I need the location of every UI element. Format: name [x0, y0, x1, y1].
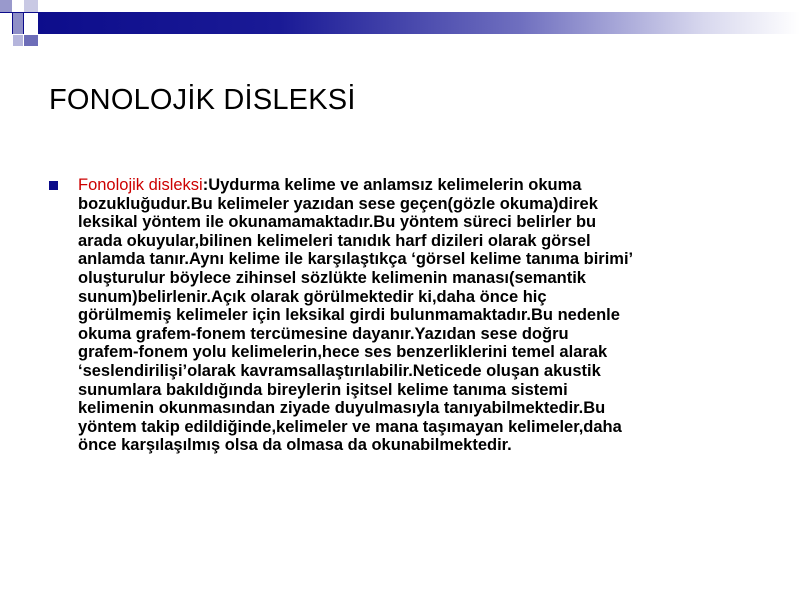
text-line: grafem-fonem yolu kelimelerin,hece ses benzerliklerini temel alarak	[78, 343, 608, 362]
bullet-item	[49, 176, 754, 455]
decor-square	[24, 13, 38, 34]
text-line: oluşturulur böylece zihinsel sözlükte kelimenin manası(semantik	[78, 268, 586, 287]
top-banner	[0, 12, 800, 34]
slide-title: FONOLOJİK DİSLEKSİ	[49, 84, 356, 116]
text-line: leksikal yöntem ile okunamamaktadır.Bu yöntem süreci belirler bu	[78, 213, 597, 232]
decor-square	[0, 13, 12, 34]
text-line: ‘seslendirilişi’olarak kavramsallaştırılabilir.Neticede oluşan akustik	[78, 361, 601, 380]
decor-square	[13, 0, 23, 11]
decor-square	[0, 0, 12, 12]
bullet-paragraph	[78, 176, 754, 455]
decor-square	[24, 35, 38, 46]
term-separator: :	[202, 176, 209, 194]
text-line-content: Uydurma kelime ve anlamsız kelimelerin okuma	[208, 176, 582, 194]
text-line: yöntem takip edildiğinde,kelimeler ve mana taşımayan kelimeler,daha	[78, 417, 622, 436]
text-line: sunum)belirlenir.Açık olarak görülmektedir ki,daha önce hiç	[78, 287, 547, 306]
decor-square	[24, 0, 38, 12]
decor-square	[13, 35, 23, 46]
square-bullet-icon	[49, 181, 58, 190]
text-line: kelimenin okunmasından ziyade duyulmasıyla tanıyabilmektedir.Bu	[78, 399, 606, 418]
text-line: sunumlara bakıldığında bireylerin işitsel kelime tanıma sistemi	[78, 380, 568, 399]
text-line: okuma grafem-fonem tercümesine dayanır.Yazıdan sese doğru	[78, 324, 569, 343]
text-line: görülmemiş kelimeler için leksikal girdi bulunmamaktadır.Bu nedenle	[78, 306, 620, 325]
text-line: arada okuyular,bilinen kelimeleri tanıdık harf dizileri olarak görsel	[78, 231, 591, 250]
text-line: önce karşılaşılmış olsa da olmasa da okunabilmektedir.	[78, 436, 512, 455]
bullet-term: Fonolojik disleksi	[78, 176, 203, 194]
decor-square	[13, 13, 23, 34]
text-line	[78, 176, 754, 195]
decor-square	[0, 35, 12, 46]
text-line: bozukluğudur.Bu kelimeler yazıdan sese geçen(gözle okuma)direk	[78, 194, 598, 213]
text-line: anlamda tanır.Aynı kelime ile karşılaştıkça ‘görsel kelime tanıma birimi’	[78, 250, 634, 269]
